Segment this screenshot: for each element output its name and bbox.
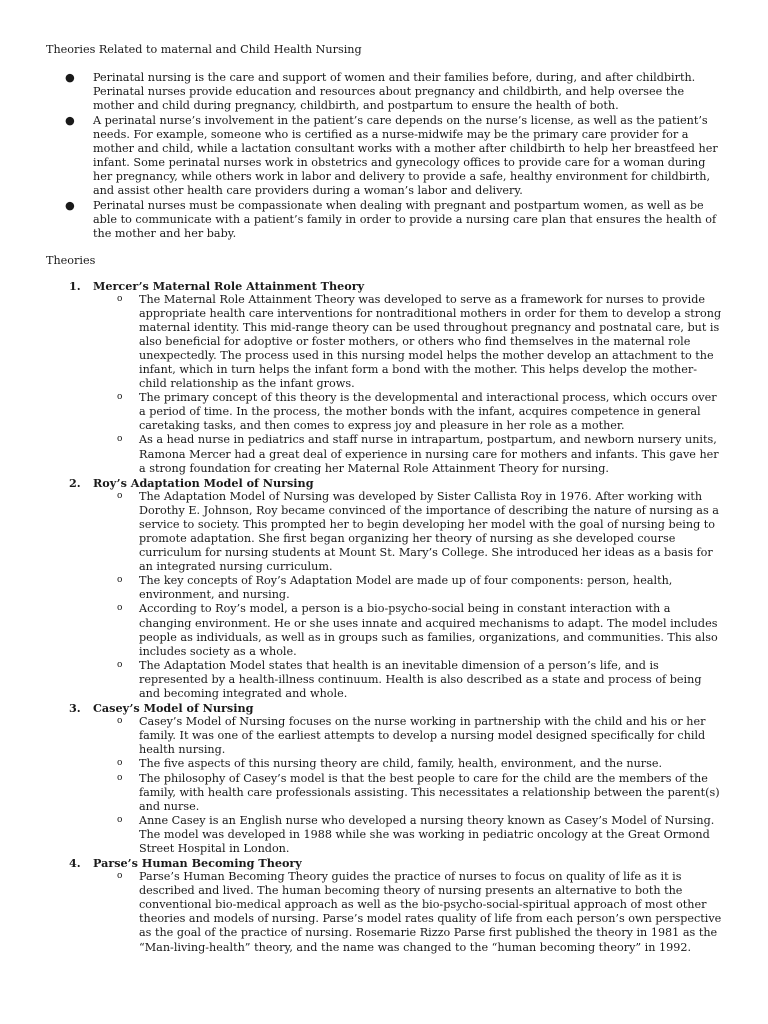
theory-number: 3. (69, 701, 81, 716)
intro-bullet-text: Perinatal nursing is the care and support of women and their families before, during, and after childbirth. Perinatal nurses provide education and resources about pregnancy and childbirth, and help oversee the mother and child during pregnancy, childbirth, and postpartum to ensure the health of both. (93, 70, 696, 112)
circle-bullet-icon: o (117, 575, 123, 586)
theory-title: Casey’s Model of Nursing (93, 701, 254, 716)
circle-bullet-icon: o (117, 871, 123, 882)
theory-item-mercer (46, 279, 724, 476)
intro-bullet-item (46, 71, 724, 113)
theory-point (46, 659, 724, 701)
theory-title: Roy’s Adaptation Model of Nursing (93, 475, 314, 490)
circle-bullet-icon: o (117, 659, 123, 670)
theory-point (46, 772, 724, 814)
theory-number: 1. (69, 278, 81, 293)
bullet-icon: ● (65, 198, 75, 212)
document-title: Theories Related to maternal and Child Health Nursing (46, 43, 362, 56)
circle-bullet-icon: o (117, 814, 123, 825)
circle-bullet-icon: o (117, 758, 123, 769)
theory-item-roy (46, 476, 724, 701)
circle-bullet-icon: o (117, 434, 123, 445)
theory-number: 2. (69, 475, 81, 490)
theory-point (46, 870, 724, 955)
theory-point (46, 433, 724, 475)
theory-number: 4. (69, 856, 81, 871)
theory-title: Mercer’s Maternal Role Attainment Theory (93, 278, 365, 293)
theory-point-text: The key concepts of Roy’s Adaptation Model are made up of four components: person, health, environment, and nursing. (139, 574, 673, 602)
theory-point-text: The Adaptation Model states that health is an inevitable dimension of a person’s life, and is represented by a health-illness continuum. Health is also described as a state and process of being and becoming integrated and whole. (139, 658, 702, 701)
theory-point (46, 574, 724, 602)
theory-heading (46, 701, 724, 715)
circle-bullet-icon: o (117, 490, 123, 501)
theory-item-parse (46, 856, 724, 955)
theory-point (46, 293, 724, 392)
theories-list (46, 279, 724, 955)
intro-bullet-text: Perinatal nurses must be compassionate when dealing with pregnant and postpartum women, as well as be able to communicate with a patient’s family in order to provide a nursing care plan that ensures the health of the mother and her baby. (93, 198, 717, 240)
theory-point (46, 602, 724, 658)
theory-point-text: The Maternal Role Attainment Theory was developed to serve as a framework for nurses to provide appropriate health care interventions for nontraditional mothers in order for them to develop a strong maternal identity. This mid-range theory can be used throughout pregnancy and postnatal care, but is also beneficial for adoptive or foster mothers, or others who find themselves in the maternal role unexpectedly. The process used in this nursing model helps the mother develop an attachment to the infant, which in turn helps the infant form a bond with the mother. This helps develop the mother-child relationship as the infant grows. (139, 292, 722, 391)
theory-point-text: According to Roy’s model, a person is a bio-psycho-social being in constant interaction with a changing environment. He or she uses innate and acquired mechanisms to adapt. The model includes people as individuals, as well as in groups such as families, organizations, and communities. This also includes society as a whole. (139, 602, 718, 658)
theory-point (46, 490, 724, 575)
circle-bullet-icon: o (117, 293, 123, 304)
theory-title: Parse’s Human Becoming Theory (93, 856, 302, 871)
circle-bullet-icon: o (117, 603, 123, 614)
theory-point-text: As a head nurse in pediatrics and staff nurse in intrapartum, postpartum, and newborn nursery units, Ramona Mercer had a great deal of experience in nursing care for mothers and infants. This gave her a strong foundation for creating her Maternal Role Attainment Theory for nursing. (139, 433, 719, 475)
intro-bullet-list (46, 71, 724, 241)
theory-points (46, 870, 724, 955)
intro-bullet-text: A perinatal nurse’s involvement in the patient’s care depends on the nurse’s license, as well as the patient’s needs. For example, someone who is certified as a nurse-midwife may be the primary care provider for a mother and child, while a lactation consultant works with a mother after childbirth to help her breastfeed her infant. Some perinatal nurses work in obstetrics and gynecology offices to provide care for a woman during her pregnancy, while others work in labor and delivery to provide a safe, healthy environment for childbirth, and assist other health care providers during a woman’s labor and delivery. (93, 113, 718, 197)
circle-bullet-icon: o (117, 716, 123, 727)
theory-point-text: Parse’s Human Becoming Theory guides the practice of nurses to focus on quality of life as it is described and lived. The human becoming theory of nursing presents an alternative to both the conventional bio-medical approach as well as the bio-psycho-social-spiritual approach of most other theories and models of nursing. Parse’s model rates quality of life from each person’s own perspective as the goal of the practice of nursing. Rosemarie Rizzo Parse first published the theory in 1981 as the “Man-living-health” theory, and the name was changed to the “human becoming theory” in 1992. (139, 870, 722, 954)
theory-point-text: Anne Casey is an English nurse who developed a nursing theory known as Casey’s Model of Nursing. The model was developed in 1988 while she was working in pediatric oncology at the Great Ormond Street Hospital in London. (139, 813, 715, 855)
theory-point-text: The primary concept of this theory is the developmental and interactional process, which occurs over a period of time. In the process, the mother bonds with the infant, acquires competence in general caretaking tasks, and then comes to express joy and pleasure in her role as a mother. (139, 391, 717, 433)
intro-bullet-item (46, 199, 724, 241)
circle-bullet-icon: o (117, 772, 123, 783)
circle-bullet-icon: o (117, 392, 123, 403)
theory-point-text: The philosophy of Casey’s model is that the best people to care for the child are the members of the family, with health care professionals assisting. This necessitates a relationship between the parent(s) and nurse. (139, 771, 720, 813)
theory-point (46, 814, 724, 856)
intro-bullet-item (46, 114, 724, 198)
theory-points (46, 715, 724, 856)
theory-point (46, 757, 724, 771)
theory-heading (46, 476, 724, 490)
theory-points (46, 490, 724, 701)
theory-heading (46, 856, 724, 870)
theory-point (46, 391, 724, 433)
theory-heading (46, 279, 724, 293)
theories-heading: Theories (46, 253, 96, 267)
bullet-icon: ● (65, 70, 75, 84)
theory-point-text: Casey’s Model of Nursing focuses on the nurse working in partnership with the child and his or her family. It was one of the earliest attempts to develop a nursing model designed specifically for child health nursing. (139, 715, 706, 757)
theory-point-text: The five aspects of this nursing theory are child, family, health, environment, and the nurse. (139, 757, 663, 771)
theory-item-casey (46, 701, 724, 856)
theory-point-text: The Adaptation Model of Nursing was developed by Sister Callista Roy in 1976. After working with Dorothy E. Johnson, Roy became convinced of the importance of describing the nature of nursing as a service to society. This prompted her to begin developing her model with the goal of nursing being to promote adaptation. She first began organizing her theory of nursing as she developed course curriculum for nursing students at Mount St. Mary’s College. She introduced her ideas as a basis for an integrated nursing curriculum. (139, 489, 719, 574)
theory-point (46, 715, 724, 757)
bullet-icon: ● (65, 113, 75, 127)
theory-points (46, 293, 724, 476)
